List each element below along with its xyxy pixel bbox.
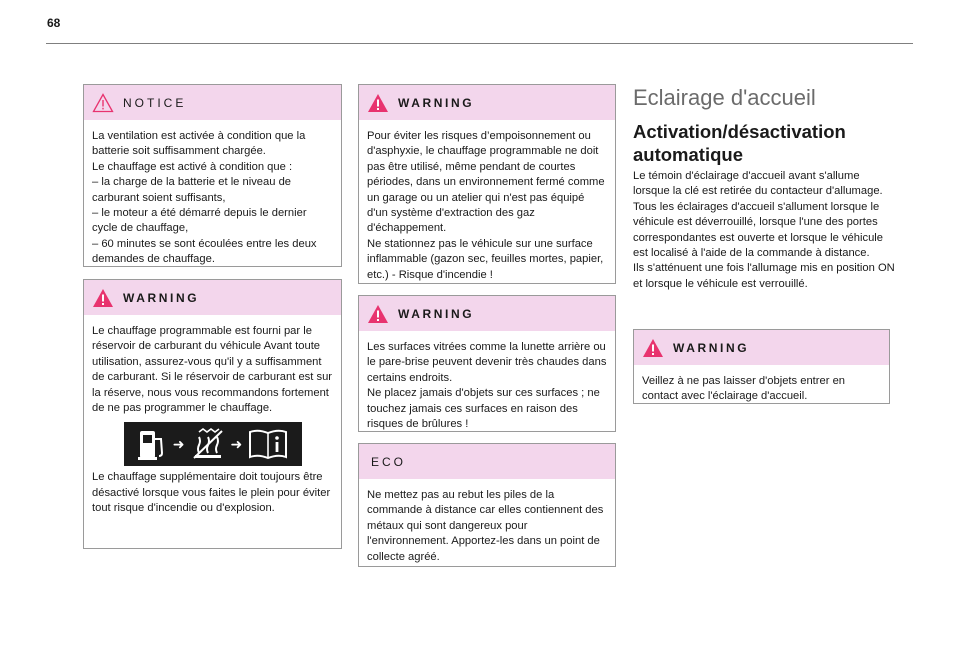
- warning-box-body: Les surfaces vitrées comme la lunette arrière ou le pare-brise peuvent devenir très chaudes dans certains endroits. Ne placez jamais d'objets sur ces surfaces ; ne touchez jamais ces surfaces en raison des risques de brûlures !: [367, 341, 607, 431]
- section-body: Le témoin d'éclairage d'accueil avant s'allume lorsque la clé est retirée du contacteur d'allumage. Tous les éclairages d'accueil s'allument lorsque le véhicule est déverrouillé, lorsque l'une des portes correspondantes est ouverte et lorsque le véhicule est localisé à l'aide de la commande à distance. Ils s'atténuent une fois l'allumage mis en position ON et lorsque le véhicule est verrouillé.: [633, 170, 895, 290]
- fuel-pump-icon: [137, 427, 167, 461]
- notice-box: [83, 84, 342, 267]
- eco-box-header: [359, 444, 615, 479]
- warning-box-title: WARNING: [398, 95, 475, 110]
- warning-box-poisoning: [358, 84, 616, 284]
- warning-box-header: [359, 85, 615, 120]
- page-number: 68: [47, 16, 61, 30]
- notice-box-header: [84, 85, 341, 120]
- heater-off-icon: [191, 427, 225, 461]
- heater-icon-strip: [124, 422, 302, 466]
- section-subtitle: Activation/désactivation automatique: [633, 121, 846, 165]
- warning-box-body-top: Le chauffage programmable est fourni par le réservoir de carburant du véhicule Avant toute utilisation, assurez-vous qu'il y a suffisamment de carburant. Si le réservoir de carburant est sur la réserve, nous vous recommandons fortement de ne pas programmer le chauffage.: [92, 325, 333, 415]
- section-title: Eclairage d'accueil: [633, 85, 816, 110]
- eco-box-title: ECO: [371, 454, 407, 469]
- warning-box-body-bottom: Le chauffage supplémentaire doit toujours être désactivé lorsque vous faites le plein pour éviter tout risque d'incendie ou d'explosion.: [92, 471, 331, 515]
- warning-box-heating-fuel: [83, 279, 342, 549]
- warning-box-body: Veillez à ne pas laisser d'objets entrer en contact avec l'éclairage d'accueil.: [642, 375, 846, 403]
- warning-box-hot-surfaces: [358, 295, 616, 432]
- warning-box-body: Pour éviter les risques d’empoisonnement ou d'asphyxie, le chauffage programmable ne doit pas être utilisé, même pendant de courtes périodes, dans un environnement fermé comme un garage ou un atelier qui n'est pas équipé d'un système d'extraction des gaz d'échappement. Ne stationnez pas le véhicule sur une surface inflammable (gazon sec, feuilles mortes, papier, etc.) - Risque d'incendie !: [367, 130, 605, 281]
- eco-box-body: Ne mettez pas au rebut les piles de la commande à distance car elles contiennent des métaux qui sont dangereux pour l'environnement. Apportez-les dans un point de collecte agréé.: [367, 489, 604, 563]
- manual-info-icon: [248, 427, 288, 461]
- header-divider: [46, 43, 913, 44]
- warning-triangle-icon: [367, 93, 389, 113]
- warning-box-header: [359, 296, 615, 331]
- warning-box-title: WARNING: [123, 290, 200, 305]
- notice-box-body: La ventilation est activée à condition que la batterie soit suffisamment chargée. Le chauffage est activé à condition que : – la charge de la batterie et le niveau de carburant soient suffisants, – le moteur a été démarré depuis le dernier cycle de chauffage, – 60 minutes se sont écoulées entre les deux demandes de chauffage.: [92, 130, 317, 266]
- warning-box-courtesy-light: [633, 329, 890, 404]
- arrow-right-icon: ➜: [230, 436, 243, 453]
- warning-box-header: [634, 330, 889, 365]
- warning-box-header: [84, 280, 341, 315]
- eco-box: [358, 443, 616, 567]
- warning-triangle-icon: [367, 304, 389, 324]
- warning-triangle-icon: [642, 338, 664, 358]
- warning-triangle-icon: [92, 288, 114, 308]
- arrow-right-icon: ➜: [172, 436, 185, 453]
- warning-box-title: WARNING: [398, 306, 475, 321]
- warning-outline-icon: [92, 93, 114, 113]
- notice-box-title: NOTICE: [123, 95, 187, 110]
- warning-box-title: WARNING: [673, 340, 750, 355]
